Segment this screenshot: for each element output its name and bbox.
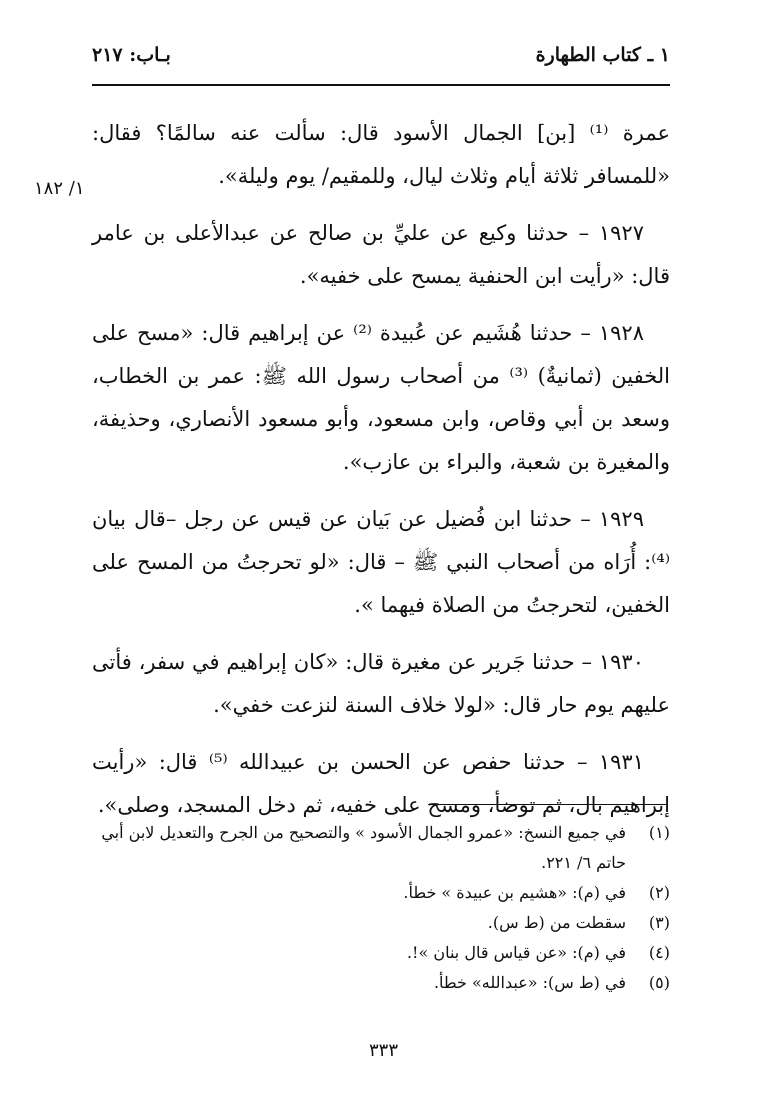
chapter-label: بـاب: ٢١٧ [92,44,171,66]
footnote-text: في (م): «هشيم بن عبيدة » خطأ. [403,883,626,902]
paragraph: عمرة ⁽¹⁾ [بن] الجمال الأسود قال: سألت عنه سالمًا؟ فقال: «للمسافر ثلاثة أيام وثلاث ليال، وللمقيم/ يوم وليلة». [92,121,670,188]
hadith-1929: ١٩٢٩ – حدثنا ابن فُضيل عن بَيان عن قيس عن رجل –قال بيان ⁽⁴⁾: أُرَاه من أصحاب النبي ﷺ – قال: «لو تحرجتُ من المسح على الخفين، لتحرجتُ من الصلاة فيهما ». [92,507,670,617]
hadith-1927: ١٩٢٧ – حدثنا وكيع عن عليِّ بن صالح عن عبدالأعلى بن عامر قال: «رأيت ابن الحنفية يمسح على خفيه». [92,221,670,288]
footnote-number: (٤) [648,943,670,962]
footnote-number: (٥) [648,973,670,992]
page-number: ٣٣٣ [368,1040,398,1061]
hadith-1930: ١٩٣٠ – حدثنا جَرير عن مغيرة قال: «كان إبراهيم في سفر، فأتى عليهم يوم حار قال: «لولا خلاف السنة لنزعت خفي». [92,650,670,717]
header-divider [92,84,670,86]
footnote-2 [92,878,670,908]
running-header [92,44,670,76]
footnote-text: في (م): «عن قياس قال بنان »!. [406,943,626,962]
footnote-text: سقطت من (ط س). [487,913,626,932]
footnote-number: (٣) [648,913,670,932]
margin-reference: ١/ ١٨٢ [34,178,85,199]
footnote-text: في جميع النسخ: «عمرو الجمال الأسود » والتصحيح من الجرح والتعديل لابن أبي حاتم ٦/ ٢٢١. [101,823,626,872]
footnote-text: في (ط س): «عبدالله» خطأ. [433,973,626,992]
footnotes [92,818,670,998]
footnote-number: (٢) [648,883,670,902]
main-text [92,112,670,841]
footnote-4 [92,938,670,968]
footnote-5 [92,968,670,998]
footnote-1 [92,818,670,878]
footnote-number: (١) [648,823,670,842]
footnote-3 [92,908,670,938]
book-title: ١ ـ كتاب الطهارة [535,44,670,66]
footnote-divider [428,804,668,805]
hadith-1931: ١٩٣١ – حدثنا حفص عن الحسن بن عبيدالله ⁽⁵⁾ قال: «رأيت إبراهيم بال، ثم توضأ، ومسح على خفيه، ثم دخل المسجد، وصلى». [92,750,670,817]
hadith-1928: ١٩٢٨ – حدثنا هُشَيم عن عُبيدة ⁽²⁾ عن إبراهيم قال: «مسح على الخفين (ثمانيةٌ) ⁽³⁾ من أصحاب رسول الله ﷺ: عمر بن الخطاب، وسعد بن أبي وقاص، وابن مسعود، وأبو مسعود الأنصاري، وحذيفة، والمغيرة بن شعبة، والبراء بن عازب». [92,321,671,474]
